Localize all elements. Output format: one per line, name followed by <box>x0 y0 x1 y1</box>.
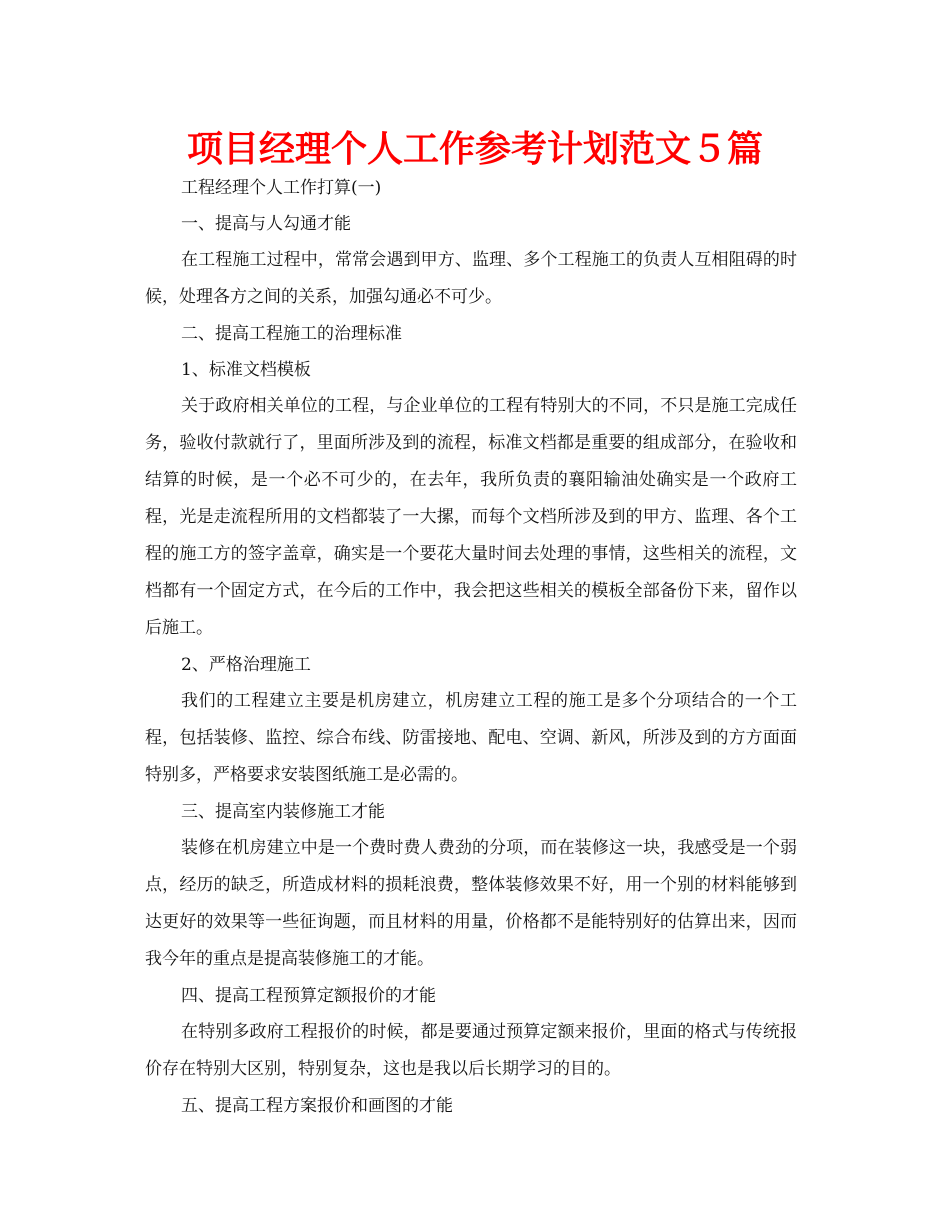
body-paragraph: 我们的工程建立主要是机房建立，机房建立工程的施工是多个分项结合的一个工程，包括装修、监控、综合布线、防雷接地、配电、空调、新风，所涉及到的方方面面特别多，严格要求安装图纸施工是必需的。 <box>145 691 797 785</box>
section-heading: 三、提高室内装修施工才能 <box>181 802 385 822</box>
section-heading: 一、提高与人勾通才能 <box>181 214 351 234</box>
section-heading: 五、提高工程方案报价和画图的才能 <box>181 1096 453 1116</box>
body-paragraph: 在特别多政府工程报价的时候，都是要通过预算定额来报价，里面的格式与传统报价存在特别大区别，特别复杂，这也是我以后长期学习的目的。 <box>145 1022 797 1079</box>
document-subtitle: 工程经理个人工作打算(一) <box>181 178 382 198</box>
body-paragraph: 在工程施工过程中，常常会遇到甲方、监理、多个工程施工的负责人互相阻碍的时候，处理各方之间的关系，加强勾通必不可少。 <box>145 250 797 307</box>
body-paragraph: 装修在机房建立中是一个费时费人费劲的分项，而在装修这一块，我感受是一个弱点，经历的缺乏，所造成材料的损耗浪费，整体装修效果不好，用一个别的材料能够到达更好的效果等一些征询题，而且材料的用量，价格都不是能特别好的估算出来，因而我今年的重点是提高装修施工的才能。 <box>145 838 797 969</box>
subsection-heading: 2、严格治理施工 <box>181 655 311 675</box>
document-body <box>145 170 797 1124</box>
body-paragraph: 关于政府相关单位的工程，与企业单位的工程有特别大的不同，不只是施工完成任务，验收付款就行了，里面所涉及到的流程，标准文档都是重要的组成部分，在验收和结算的时候，是一个必不可少的，在去年，我所负责的襄阳输油处确实是一个政府工程，光是走流程所用的文档都装了一大摞，而每个文档所涉及到的甲方、监理、各个工程的施工方的签字盖章，确实是一个要花大量时间去处理的事情，这些相关的流程，文档都有一个固定方式，在今后的工作中，我会把这些相关的模板全部备份下来，留作以后施工。 <box>145 396 797 638</box>
subsection-heading: 1、标准文档模板 <box>181 360 311 380</box>
document-title: 项目经理个人工作参考计划范文５篇 <box>186 129 763 170</box>
section-heading: 二、提高工程施工的治理标准 <box>181 324 402 344</box>
section-heading: 四、提高工程预算定额报价的才能 <box>181 986 436 1006</box>
